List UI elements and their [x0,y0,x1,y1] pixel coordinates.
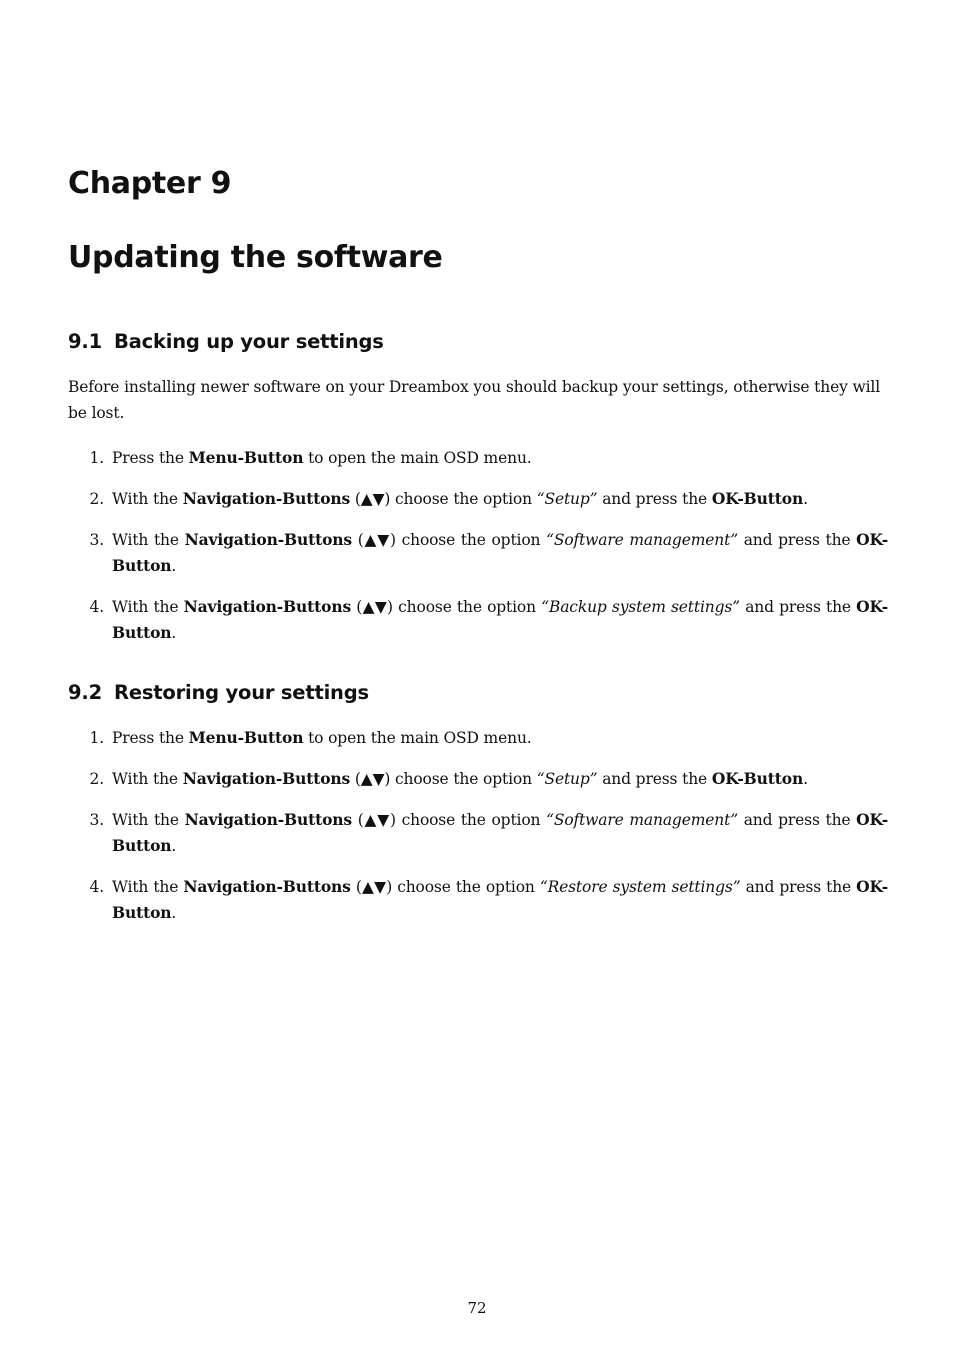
button-name: Navigation-Buttons [183,877,351,896]
step-number: 3. [89,531,104,549]
step-number: 4. [89,878,104,896]
button-name: Navigation-Buttons [184,810,352,829]
option-name: “Restore system settings” [539,878,741,896]
button-name: Navigation-Buttons [184,530,352,549]
option-name: “Software management” [546,531,738,549]
list-item [68,725,888,751]
list-item [68,445,888,471]
step-text: With the Navigation-Buttons (▲▼) choose the option “Restore system settings” and press the OK-Button. [112,877,888,922]
button-name: Navigation-Buttons [183,597,352,616]
option-name: “Backup system settings” [541,598,740,616]
list-item [68,486,888,512]
ok-button-name: OK-Button [112,810,888,855]
list-item [68,807,888,859]
intro-paragraph: Before installing newer software on your Dreambox you should backup your settings, otherwise they will be lost. [68,378,881,422]
page-number: 72 [467,1299,487,1317]
option-name: “Setup” [536,770,598,788]
step-text: Press the Menu-Button to open the main OSD menu. [112,728,532,747]
section-number: 9.2 [68,681,102,704]
option-name: “Software management” [546,811,738,829]
ok-button-name: OK-Button [711,769,804,788]
section-number: 9.1 [68,330,102,353]
button-name: Menu-Button [188,728,304,747]
step-text: With the Navigation-Buttons (▲▼) choose the option “Backup system settings” and press the OK-Button. [112,597,889,642]
ok-button-name: OK-Button [112,597,889,642]
section-heading-restore [68,679,369,707]
list-item [68,594,888,646]
chapter-label: Chapter 9 [68,166,232,201]
button-name: Navigation-Buttons [182,769,351,788]
list-item [68,527,888,579]
list-item [68,766,888,792]
chapter-title: Updating the software [68,240,443,275]
button-name: Menu-Button [188,448,304,467]
step-number: 4. [89,598,104,616]
ok-button-name: OK-Button [711,489,804,508]
step-number: 1. [89,729,104,747]
ok-button-name: OK-Button [112,877,888,922]
step-text: With the Navigation-Buttons (▲▼) choose the option “Software management” and press the OK-Button. [112,810,888,855]
list-item [68,874,888,926]
step-text: With the Navigation-Buttons (▲▼) choose the option “Setup” and press the OK-Button. [112,489,808,508]
step-number: 1. [89,449,104,467]
button-name: Navigation-Buttons [182,489,351,508]
step-text: With the Navigation-Buttons (▲▼) choose the option “Setup” and press the OK-Button. [112,769,808,788]
step-number: 2. [89,490,104,508]
step-text: With the Navigation-Buttons (▲▼) choose the option “Software management” and press the OK-Button. [112,530,888,575]
ok-button-name: OK-Button [112,530,888,575]
section-heading-backup [68,328,384,356]
section-title: Backing up your settings [114,330,384,353]
step-text: Press the Menu-Button to open the main OSD menu. [112,448,532,467]
option-name: “Setup” [536,490,598,508]
section-title: Restoring your settings [114,681,369,704]
step-number: 2. [89,770,104,788]
step-number: 3. [89,811,104,829]
